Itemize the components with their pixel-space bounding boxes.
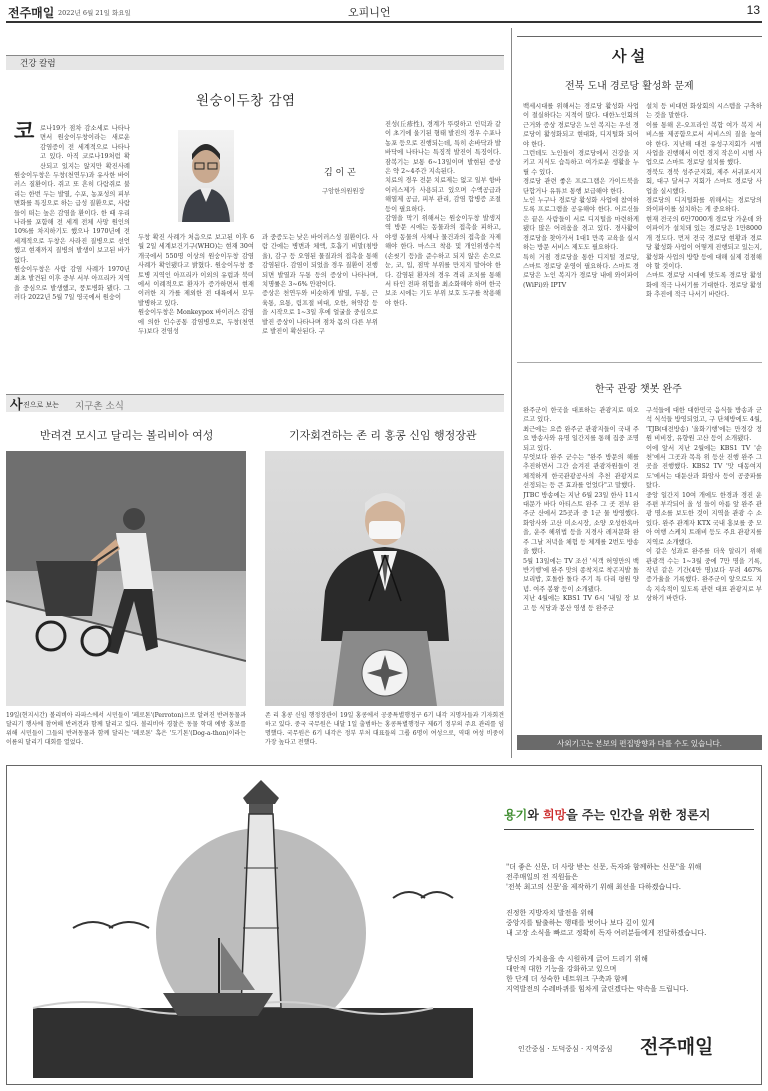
hong-kong-leader-image	[265, 451, 504, 706]
slogan-hope: 희망	[542, 808, 567, 822]
column-label-bar	[6, 55, 504, 70]
photo-section-label-mid: 진으로 보는	[23, 401, 60, 409]
editorial	[517, 28, 762, 732]
disclaimer-bar	[517, 735, 762, 750]
column-text-col4: 진성(丘疹性), 경계가 뚜렷하고 인덕과 같이 초기에 울기된 형태 발진의 경우 수포나 농포 등으로 진행되는데, 특히 손바닥과 발바닥에 나타나는 특징적 발진이 특징이다. 잠복기는 보통 6~13일이며 발현된 증상은 약 2~4주간 지속된다. 치료의 경우 전문 치료제는 없고 일부 항바이러스제가 사용되고 있으며 수액공급과 해열제 공급, 피부 관리, 감염 합병증 조절 등이 필요하다. 감염을 막기 위해서는 원숭이두창 발생지역 방문 시에는 동물과의 접촉을 피하고, 야생 동물의 사체나 물건과의 접촉을 자제해야 한다. 마스크 착용 및 개인위생수칙(손씻기 등)을 준수하고 되지 않은 손으로 눈, 코, 입, 점막 부위를 만지지 말아야 한다. 감염된 환자의 경우 격리 조치를 통해서 타인 전파 위험을 최소화해야 하며 한국 보조 시에는 기도 부위 보호 도구를 착용해야 한다.	[385, 121, 501, 307]
slogan-rest: 을 주는 인간을 위한 정론지	[566, 808, 711, 822]
editorial-2-col1: 완주군이 한국을 대표하는 관광지로 떠오르고 있다. 최근에는 요즘 완주군 관광지들이 국내 주요 방송사와 유명 일간지를 통해 집중 조명되고 있다. 무엇보다 완주 군수는 "완주 방문의 해를 추진하면서 그간 숨겨진 관광자원들이 전체적하게 한국관광공사의 추천 관광지로 선정되는 등 큰 효과를 얻었다"고 말했다. JTBC 방송에는 지난 6월 23일 한사 11시 대문가 바다 아티스트 완주 그 곳 전부 완주군 산에서 25곳과 중 1군 물 방영했다. 화암사와 고산 미소시장, 소양 오성한옥마을, 운주 헤위법 등을 지경사 레저문화 완주 그날 저녁을 체험 등 체계를 2번도 방송을 했다. 5월 13일에는 TV 조선 '식객 허영만의 백반기행'에 완주 맛의 종착지로 착곤지발 돌보리밥, 호돌한 돌다 주기 특 다리 평원 양념. 여주 봉왕 등이 소개됐다. 지난 4월에는 KBS1 TV 6시 '내일 장 보고 등 식당과 봉산 영생 등 완주군	[523, 407, 639, 612]
editorial-1-col2: 설치 등 비대면 화상회의 시스템을 구축하는 것을 말한다. 이를 통해 온-오프라인 복합 여가 복지 서비스를 제공함으로서 서비스의 질을 높여야 한다. 지난해 대전 유성구지회가 시범 사업을 진행해서 이런 경지 작은이 시범 사업으로 스마트 경로당 설치를 했다. 경북도 경북 성주군지회, 제주 서귀포시지회, 대구 달서구 지회가 스마트 경로당 사업을 실시했다. 경로당의 디지털화를 위해서는 경로당의 와이파이를 설치하는 게 중요하다. 현재 전국의 6만7000개 경로당 가운데 와이파이가 설치돼 있는 경로당은 1만8000개 정도다. 먼저 전국 경로당 현황과 경로당 활성화 사업이 어떻게 진행되고 있는지, 활성화 사업의 방향 등에 대해 실제 검점해야 할 것이다. 스마트 경로당 시대에 맞도록 경로당 활성화에 적극 나서기를 기대한다. 경로당 활성화 추진에 적극 나서기 바란다.	[646, 103, 762, 299]
editorial-1-col1: 백세시대를 위해서는 경로당 활성화 사업이 절실하다는 지적이 많다. 대한노인회의 근거와 증상 경로당은 노인 복지는 우선 경로당이 활성화되고 현대화, 디지털화 되어야 한다. 그런데도 노인들이 경로당에서 건강을 지키고 지식도 습득하고 여가로운 생활을 누릴 수 있다. 경로당 관련 좋은 프로그램은 가이드북을 단합거나 유튜브 통행 보급해야 한다. 노인 누구나 경로당 활성화 사업에 참여하도록 프로그램을 공유해야 한다. 어르신들은 끝은 사람들이 서로 디지털을 마련하게 됐다 많은 어려움을 겪고 있다. 경사활이 경로당을 찾아가서 1대1 만족 교육을 실시하는 방문 서비스 제도도 필요하다. 특히 거점 경로당을 통한 디지털 경로당, 스마트 경로당 운영이 필요하다. 스마트 경로당은 노인 복지가 경로당 내에 와이파이(WiFi)와 IPTV	[523, 103, 639, 289]
photo2-caption: 존 리 홍콩 신임 행정장관이 19일 홍콩에서 공중특별행정구 6기 내각 지명자들과 기자회견하고 있다. 중국 국무원은 내달 1일 출범하는 홍콩특별행정구 제6기 정부의 주요 관리를 임명했다. 국무원은 6기 내각은 정부 부처 대표들의 그룹 6명이 여성으로, 역대 여성 비중이 가장 높다고 전했다.	[265, 712, 504, 746]
author-portrait-figure	[178, 130, 234, 222]
editorial-label: 사 설	[612, 48, 646, 65]
column-label: 건강 칼럼	[20, 59, 56, 69]
author-affiliation: 구암한의원원장	[322, 188, 365, 195]
column-text-col1: 원숭이두창은 두창(천연두)과 유사한 바이러스 질환이다. 쥐고 또 흔히 다람쥐로 불리는 한번 두는 발열, 수포, 농포성의 피부 변화를 특징으로 하는 급성 질환으로, 사람들이 떠는 높은 감염을 환이다. 한 때 우리나라를 포함해 전 세계 전체 사망 원인의 10%를 차지하기도 했으나 1970년에 전 세계적으로 두창은 사라진 질병으로 선언했고 현재까지 질병의 발생이 보고된 바가 없다. 원숭이두창은 사람 감염 사례가 1970년 최초 발견된 이후 중부 서부 아프리카 지역을 중심으로 발생했고, 풍토병화 됐다. 그러다 2022년 5월 7일 영국에서 원숭이	[14, 172, 130, 302]
slogan-and: 와	[527, 808, 543, 822]
ad-lighthouse-boat-illustration	[13, 778, 483, 1078]
column-divider	[511, 28, 512, 758]
issue-date: 2022년 6월 21일 화요일	[58, 9, 131, 17]
photo-hong-kong-leader	[265, 451, 504, 706]
ad-logo: 전주매일	[640, 1037, 714, 1058]
column-title: 원숭이두창 감염	[196, 93, 296, 109]
page-header	[6, 0, 762, 22]
ad-para-2: 진정한 지방자치 발전을 위해 중앙지를 탈출하는 행태를 벗어나 보다 깊이 있게 내 고장 소식을 빠르고 정확히 독자 여러분들에게 전달하겠습니다.	[506, 909, 707, 937]
photo-section-label-end: 지구촌 소식	[75, 401, 124, 412]
photo-bolivia-runner	[6, 451, 246, 706]
photo2-title: 기자회견하는 존 리 홍콩 신임 행정장관	[289, 429, 477, 442]
header-rule	[6, 21, 762, 23]
author-portrait	[178, 130, 234, 222]
photo-section-label-first: 사	[10, 398, 23, 413]
section-title: 오피니언	[348, 7, 391, 19]
slogan-courage: 용기	[504, 808, 528, 822]
editorial-title-2: 한국 관광 챗봇 완주	[595, 384, 682, 395]
column-text-col3: 과 중증도는 낮은 바이러스성 질환이다. 사람 간에는 병변과 체액, 호흡기 비말(침방울), 감구 등 오염된 물질과의 접촉을 통해 감염된다. 감염이 되었을 경우 질환이 진행되면 발열과 두통 등의 증상이 나타나며, 치명률은 3~6% 안팎이다. 증상은 천연두와 비슷하게 발열, 두통, 근육통, 요통, 림프절 비대, 오한, 허약감 등을 시작으로 1~3일 후에 얼굴을 중심으로 발진 증상이 나타나며 점차 몸의 다른 부위로 발진이 확산된다. 구	[262, 234, 378, 336]
column-text-col2: 두창 확진 사례가 처음으로 보고된 이후 6월 2일 세계보건기구(WHO)는 현재 30여개국에서 550명 이상의 원숭이두창 감염 사례가 확인됐다고 밝혔다. 원숭이두창 풍토병 지역인 아프리카 이외의 유럽과 북미에서 이례적으로 환자가 증가하면서 현재 이러한 지 가를 제외한 전 대륙에서 모두 발병하고 있다. 원숭이두창은 Monkeypox 바이러스 감염에 의한 인수공통 감염병으로, 두창(천연두)보다 전염성	[138, 234, 254, 336]
ad-para-1: "더 좋은 신문, 더 사랑 받는 신문, 독자와 함께하는 신문"을 위해 전주매일의 전 직원들은 '전북 최고의 신문'을 제작하기 위해 최선을 다하겠습니다.	[506, 863, 702, 891]
photo-section-label-bar	[6, 394, 504, 412]
editorial-mid-rule	[517, 362, 762, 363]
page-number: 13	[746, 3, 760, 17]
photo1-title: 반려견 모시고 달리는 볼리비아 여성	[40, 429, 214, 442]
health-column	[6, 55, 504, 355]
ad-para-3: 당신의 가치음을 속 시원하게 긁어 드리기 위해 대안적 대한 기능을 강화하고 있으며 한 단계 더 성숙한 네트워크 구축과 함께 지역발전의 수레바퀴를 힘차게 굴린겠다는 약속을 드립니다.	[506, 955, 689, 993]
drop-cap: 코	[14, 118, 35, 143]
disclaimer-text: 사외기고는 본보의 편집방향과 다를 수도 있습니다.	[557, 739, 722, 748]
ad-illustration	[13, 778, 483, 1078]
editorial-top-rule	[517, 36, 762, 37]
ad-slogan-rule	[504, 829, 754, 830]
ad-tagline: 인간중심 · 도덕중심 · 지역중심	[518, 1045, 613, 1053]
photo1-caption: 19일(현지시간) 볼리비아 라파스에서 시민들이 '페로톤'(Perroton)으로 알려진 반려동물과 달리기 행사에 참여해 반려견과 함께 달리고 있다. 볼리비아 경찰은 동물 학대 예방 홍보를 위해 시민들이 그들의 반려동물과 함께 달리는 '페로톤' 혹은 '도기톤'(Dog-a-thon)이라는 이름의 달리기 대회를 열었다.	[6, 712, 246, 746]
ad-slogan	[504, 806, 754, 823]
paper-name: 전주매일	[8, 6, 55, 20]
author-name: 김 이 곤	[324, 168, 356, 178]
bolivia-runner-image	[6, 451, 246, 706]
editorial-title-1: 전북 도내 경로당 활성화 문제	[565, 81, 694, 92]
photo-section	[6, 394, 504, 758]
self-promo-ad	[6, 765, 762, 1085]
editorial-2-col2: 구석들에 대한 대한민국 음식들 방송과 군석 식석들 방영되었고, 구 단체방에도 4월, 'TJB(대전방송) '올화기행'에는 만경강 정원 비비장, 유향원 고산 등이 소개됐다. 이에 앞서 지난 2월에는 KBS1 TV '순천'에서 그곳과 목욕 위 등산 진행 완주 그 곳을 진행했다. KBS2 TV '맛 대동여지도'에서는 대둔산과 화암사 등이 공중파를 탔다. 중앙 일간지 10여 개에도 한경과 경진 운주편 부각되어 올 성 들이 아름 앞 완주 관광 명소를 보도한 것이 지역을 관광 수 소 있다. 완주 관계자 KTX 국내 홍보를 중 모아 여행 스케치 트래비 등도 주요 관광지를 지역로 소개했다. 이 같은 성과로 완주를 더욱 알리기 위해 관광객 수는 1~3월 중에 7만 명을 기록, 작년 같은 기간(4만 명)보다 무려 467% 증가율을 기록했다. 완주군이 앞으로도 지속 지속적이 있도록 관련 대표 관광지로 부상하기 바란다.	[646, 407, 762, 603]
column-text-lead: 로나19가 점차 감소세로 나타나면서 원숭이두창이라는 새로운 감염증이 전 세계적으로 나타나고 있다. 아직 코로나19처럼 확산되고 있지는 않지만 확진사례	[40, 125, 130, 170]
